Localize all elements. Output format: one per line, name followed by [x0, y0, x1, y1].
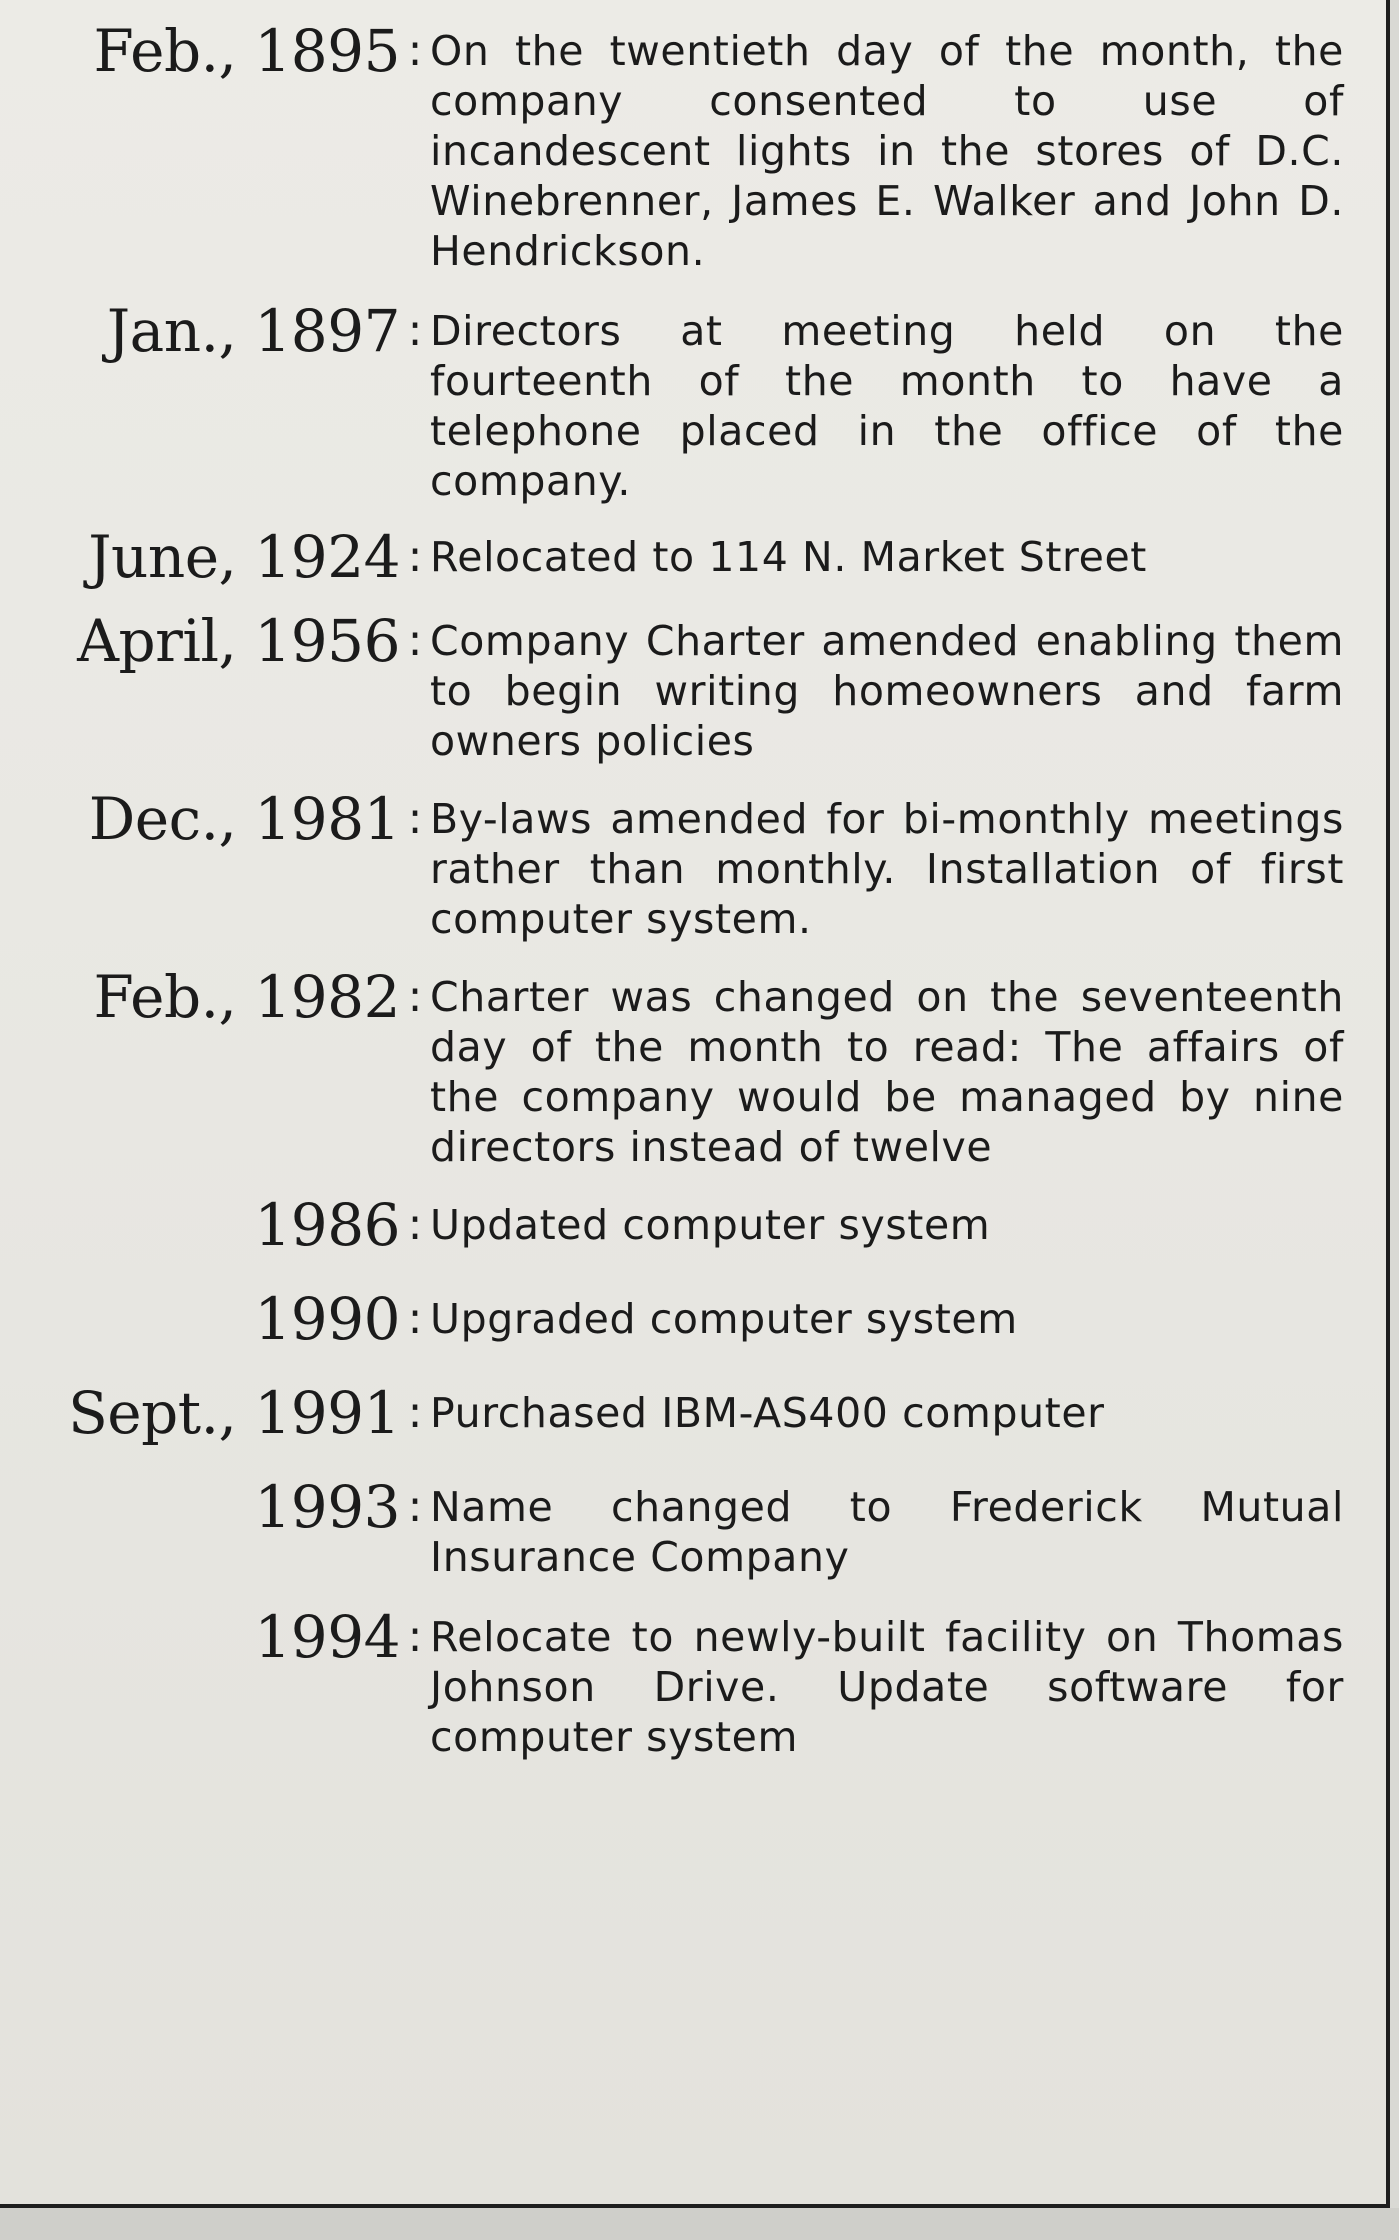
entry-date: Dec., 1981: [88, 785, 400, 853]
entry-separator: :: [407, 305, 423, 356]
timeline-entry: [24, 785, 1344, 944]
timeline-entry: [24, 1191, 1344, 1259]
entry-separator: :: [407, 1293, 423, 1344]
entry-date: 1990: [254, 1285, 400, 1353]
entry-separator: :: [407, 531, 423, 582]
entry-date: 1986: [254, 1191, 400, 1259]
entry-separator: :: [407, 25, 423, 76]
entry-text: Relocated to 114 N. Market Street: [430, 533, 1147, 581]
entry-text: Updated computer system: [430, 1201, 991, 1249]
entry-date: 1993: [254, 1473, 400, 1541]
entry-separator: :: [407, 1199, 423, 1250]
entry-separator: :: [407, 1611, 423, 1662]
entry-date: Feb., 1895: [93, 17, 400, 85]
entry-separator: :: [407, 793, 423, 844]
entry-text: Name changed to Frederick Mutual Insurance Company: [430, 1483, 1344, 1581]
entry-text: Company Charter amended enabling them to begin writing homeowners and farm owners policies: [430, 617, 1344, 765]
entry-text: Directors at meeting held on the fourteenth of the month to have a telephone placed in the office of the company.: [430, 307, 1344, 505]
entry-separator: :: [407, 1481, 423, 1532]
entry-text: By-laws amended for bi-monthly meetings rather than monthly. Installation of first computer system.: [430, 795, 1344, 943]
entry-text: Charter was changed on the seventeenth day of the month to read: The affairs of the company would be managed by nine directors instead of twelve: [430, 973, 1344, 1171]
entry-date: 1994: [254, 1603, 400, 1671]
entry-date: Sept., 1991: [68, 1379, 400, 1447]
timeline-entry: [24, 1473, 1344, 1582]
entry-separator: :: [407, 615, 423, 666]
entry-text: Upgraded computer system: [430, 1295, 1018, 1343]
entry-date: June, 1924: [88, 523, 400, 591]
entry-date: Feb., 1982: [93, 963, 400, 1031]
timeline-entry: [24, 963, 1344, 1172]
timeline-entry: [24, 1603, 1344, 1762]
entry-date: April, 1956: [77, 607, 400, 675]
entry-text: Purchased IBM-AS400 computer: [430, 1389, 1105, 1437]
entry-separator: :: [407, 1387, 423, 1438]
timeline-entry: [24, 1379, 1344, 1447]
entry-separator: :: [407, 971, 423, 1022]
timeline-entry: [24, 523, 1344, 591]
page-bottom-margin: [0, 2208, 1399, 2240]
entry-date: Jan., 1897: [106, 297, 400, 365]
timeline-entry: [24, 297, 1344, 506]
timeline-entry: [24, 1285, 1344, 1353]
entry-text: On the twentieth day of the month, the company consented to use of incandescent lights in the stores of D.C. Winebrenner, James E. Walker and John D. Hendrickson.: [430, 27, 1344, 275]
timeline: [24, 17, 1344, 1762]
timeline-entry: [24, 607, 1344, 766]
timeline-entry: [24, 17, 1344, 276]
entry-text: Relocate to newly-built facility on Thomas Johnson Drive. Update software for computer system: [430, 1613, 1344, 1761]
